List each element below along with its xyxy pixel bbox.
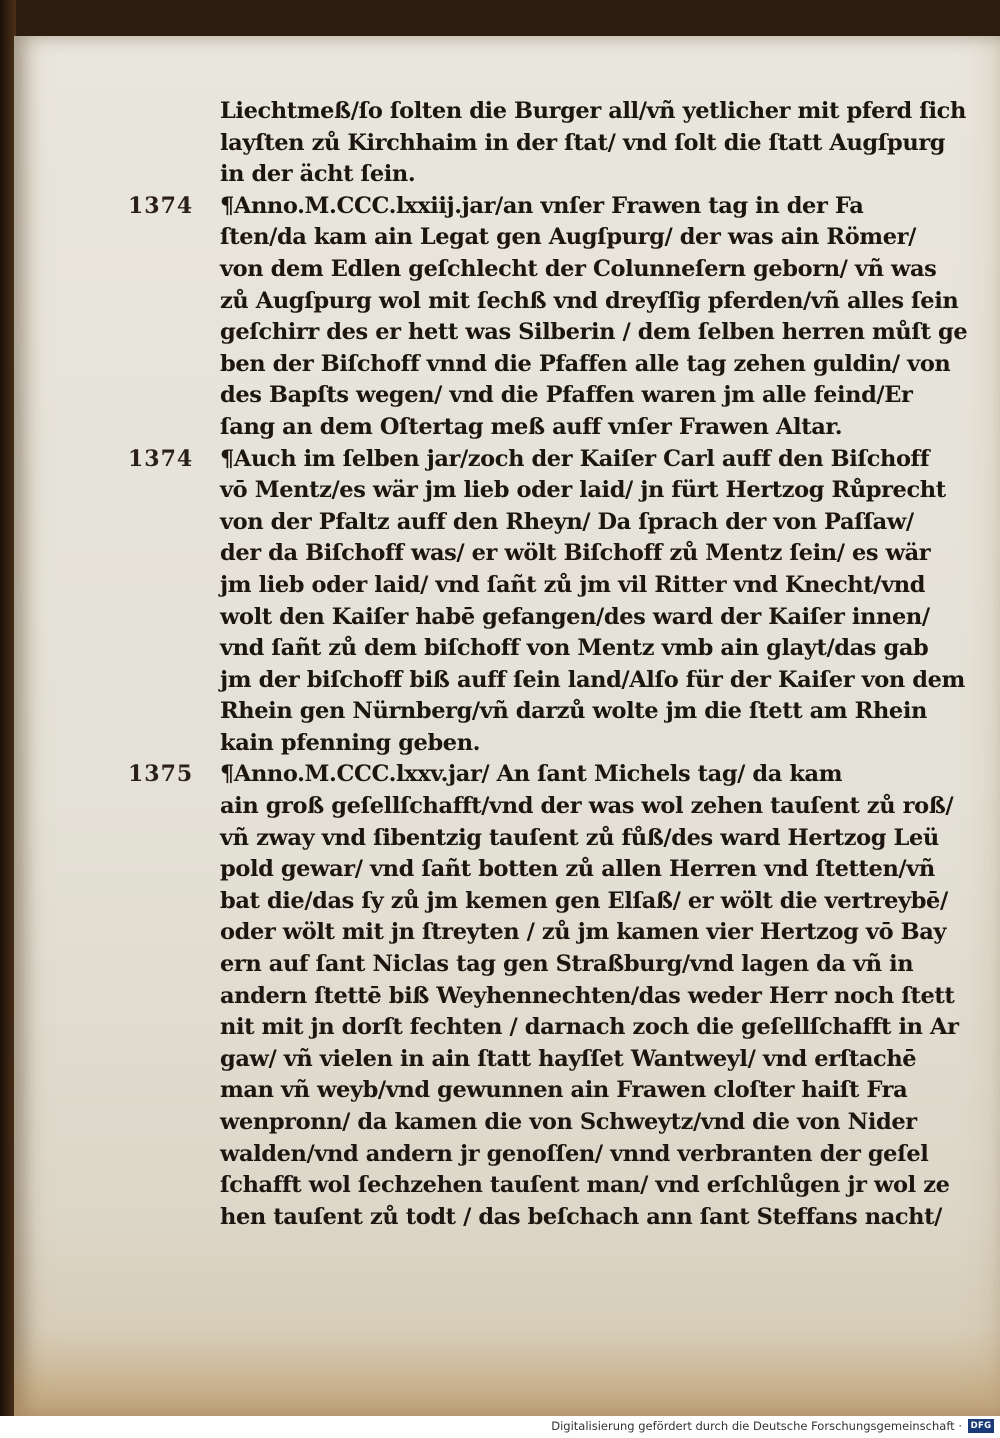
line-text: geſchirr des er hett was Silberin / dem ſelben herren můſt ge: [220, 319, 968, 346]
line-text: ſten/da kam ain Legat gen Augſpurg/ der was ain Römer/: [220, 224, 916, 251]
text-line: [128, 981, 973, 1013]
line-text: jm lieb oder laid/ vnd ſañt zů jm vil Ritter vnd Knecht/vnd: [220, 571, 926, 598]
text-line: [128, 728, 973, 760]
line-text: ſchafft wol ſechzehen tauſent man/ vnd erſchlůgen jr wol ze: [220, 1172, 950, 1199]
text-line: [128, 696, 973, 728]
margin-year: 1375: [128, 761, 194, 788]
text-line: [128, 886, 973, 918]
line-text: oder wölt mit jn ſtreyten / zů jm kamen vier Hertzog vō Bay: [220, 919, 947, 946]
text-line: [128, 349, 973, 381]
page-text-block: [128, 96, 973, 1233]
line-text: zů Augſpurg wol mit ſechß vnd dreyſſig pferden/vñ alles ſein: [220, 287, 959, 314]
text-line: [128, 1044, 973, 1076]
text-line: [128, 759, 973, 791]
line-text: nit mit jn dorſt fechten / darnach zoch die geſellſchafft in Ar: [220, 1014, 959, 1041]
line-text: ain groß geſellſchafft/vnd der was wol zehen tauſent zů roß/: [220, 793, 954, 820]
line-text: Rhein gen Nürnberg/vñ darzů wolte jm die ſtett am Rhein: [220, 698, 927, 725]
text-line: [128, 1107, 973, 1139]
margin-year: 1374: [128, 192, 194, 219]
line-text: von der Pfaltz auff den Rheyn/ Da ſprach der von Paſſaw/: [220, 508, 914, 535]
text-line: [128, 1139, 973, 1171]
text-line: [128, 570, 973, 602]
text-line: [128, 317, 973, 349]
text-line: [128, 538, 973, 570]
text-line: [128, 254, 973, 286]
text-line: [128, 191, 973, 223]
line-text: pold gewar/ vnd ſañt botten zů allen Herren vnd ſtetten/vñ: [220, 856, 935, 883]
margin-year: 1374: [128, 445, 194, 472]
text-line: [128, 917, 973, 949]
text-line: [128, 665, 973, 697]
text-line: [128, 286, 973, 318]
line-text: ern auf ſant Niclas tag gen Straßburg/vnd lagen da vñ in: [220, 951, 914, 978]
text-line: [128, 380, 973, 412]
line-text: des Bapſts wegen/ vnd die Pfaffen waren jm alle feind/Er: [220, 382, 913, 409]
line-text: von dem Edlen geſchlecht der Colunneſern geborn/ vñ was: [220, 255, 937, 282]
text-line: [128, 602, 973, 634]
line-text: bat die/das ſy zů jm kemen gen Elſaß/ er wölt die vertreybē/: [220, 887, 948, 914]
line-text: gaw/ vñ vielen in ain ſtatt hayſſet Wantweyl/ vnd erſtachē: [220, 1045, 917, 1072]
line-text: hen tauſent zů todt / das beſchach ann ſant Steffans nacht/: [220, 1203, 942, 1230]
dfg-logo: DFG: [968, 1419, 994, 1433]
line-text: man vñ weyb/vnd gewunnen ain Frawen cloſter haiſt Fra: [220, 1077, 908, 1104]
line-text: der da Biſchoff was/ er wölt Biſchoff zů Mentz ſein/ es wär: [220, 540, 931, 567]
text-line: [128, 1170, 973, 1202]
text-line: [128, 854, 973, 886]
line-text: jm der biſchoff biß auff ſein land/Alſo für der Kaiſer von dem: [220, 666, 965, 693]
line-text: layſten zů Kirchhaim in der ſtat/ vnd ſolt die ſtatt Augſpurg: [220, 129, 946, 156]
line-text: in der ächt ſein.: [220, 161, 416, 188]
text-line: [128, 128, 973, 160]
text-line: [128, 949, 973, 981]
dfg-credit-text: Digitalisierung gefördert durch die Deutsche Forschungsgemeinschaft ·: [551, 1419, 962, 1433]
text-line: [128, 412, 973, 444]
page-aging-stain: [14, 1326, 1000, 1416]
line-text: walden/vnd andern jr genoſſen/ vnnd verbranten der geſel: [220, 1140, 929, 1167]
line-text: vnd ſañt zů dem biſchoff von Mentz vmb ain glayt/das gab: [220, 635, 929, 662]
line-text: vō Mentz/es wär jm lieb oder laid/ jn fürt Hertzog Růprecht: [220, 477, 946, 504]
text-line: [128, 1202, 973, 1234]
text-line: [128, 1075, 973, 1107]
line-text: ben der Biſchoff vnnd die Pfaffen alle tag zehen guldin/ von: [220, 350, 951, 377]
line-text: ¶Anno.M.CCC.lxxiij.jar/an vnſer Frawen tag in der Fa: [220, 192, 864, 219]
text-line: [128, 1012, 973, 1044]
text-line: [128, 791, 973, 823]
text-line: [128, 633, 973, 665]
text-line: [128, 96, 973, 128]
line-text: kain pfenning geben.: [220, 729, 481, 756]
text-line: [128, 475, 973, 507]
text-line: [128, 222, 973, 254]
line-text: ¶Anno.M.CCC.lxxv.jar/ An ſant Michels tag/ da kam: [220, 761, 843, 788]
text-line: [128, 444, 973, 476]
line-text: vñ zway vnd ſibentzig tauſent zů fůß/des ward Hertzog Leü: [220, 824, 939, 851]
text-line: [128, 159, 973, 191]
line-text: andern ſtettē biß Weyhennechten/das weder Herr noch ſtett: [220, 982, 955, 1009]
footer-bar: [0, 1416, 1000, 1438]
line-text: wolt den Kaiſer habē gefangen/des ward der Kaiſer innen/: [220, 603, 930, 630]
text-line: [128, 507, 973, 539]
text-line: [128, 823, 973, 855]
line-text: Liechtmeß/ſo ſolten die Burger all/vñ yetlicher mit pferd ſich: [220, 98, 966, 124]
line-text: wenpronn/ da kamen die von Schweytz/vnd die von Nider: [220, 1109, 917, 1135]
line-text: ¶Auch im ſelben jar/zoch der Kaiſer Carl auff den Biſchoff: [220, 445, 930, 472]
line-text: ſang an dem Oſtertag meß auff vnſer Frawen Altar.: [220, 413, 843, 440]
